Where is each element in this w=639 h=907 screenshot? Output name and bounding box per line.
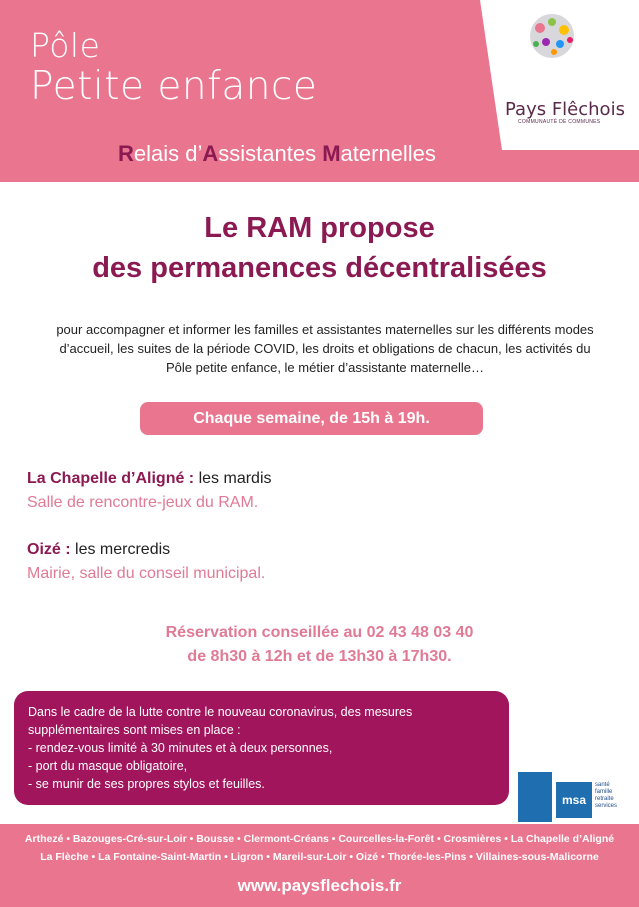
pays-flechois-logo bbox=[480, 0, 639, 150]
schedule-badge: Chaque semaine, de 15h à 19h. bbox=[140, 402, 483, 435]
communes-line-1: Arthezé • Bazouges-Cré-sur-Loir • Bousse • Clermont-Créans • Courcelles-la-Forêt • Crosmières • La Chapelle d’Aligné bbox=[24, 833, 615, 845]
notice-item: - port du masque obligatoire, bbox=[28, 759, 188, 773]
headline-line-2: des permanences décentralisées bbox=[92, 252, 547, 284]
venue-chapelle: Salle de rencontre-jeux du RAM. bbox=[27, 494, 259, 511]
title-line-1: Pôle bbox=[30, 26, 101, 65]
communes-line-2: La Flèche • La Fontaine-Saint-Martin • Ligron • Mareil-sur-Loir • Oizé • Thorée-les-Pins • Villaines-sous-Malicorne bbox=[40, 851, 599, 863]
reservation-line-2: de 8h30 à 12h et de 13h30 à 17h30. bbox=[187, 648, 452, 665]
place-chapelle: La Chapelle d’Aligné : les mardis bbox=[27, 470, 272, 487]
place-oize: Oizé : les mercredis bbox=[27, 541, 171, 558]
headline-line-1: Le RAM propose bbox=[204, 212, 435, 244]
reservation-line-1: Réservation conseillée au 02 43 48 03 40 bbox=[165, 624, 474, 641]
msa-logo: msa bbox=[556, 782, 592, 818]
logo-dots-icon bbox=[530, 14, 574, 58]
notice-intro: Dans le cadre de la lutte contre le nouveau coronavirus, des mesures supplémentaires sont mises en place : bbox=[28, 705, 413, 737]
ram-subtitle: Relais d’Assistantes Maternelles bbox=[118, 141, 436, 166]
notice-item: - se munir de ses propres stylos et feuilles. bbox=[28, 777, 265, 791]
logo-tagline: COMMUNAUTÉ DE COMMUNES bbox=[518, 119, 601, 125]
msa-tagline: santé famille retraite services bbox=[595, 782, 618, 809]
intro-text: pour accompagner et informer les familles et assistantes maternelles sur les différents modes d’accueil, les suites de la période COVID, les droits et obligations de chacun, les activités du Pôle petite enfance, le métier d’assistante maternelle… bbox=[56, 322, 594, 375]
venue-oize: Mairie, salle du conseil municipal. bbox=[27, 565, 266, 582]
covid-notice bbox=[14, 691, 509, 805]
website-link[interactable]: www.paysflechois.fr bbox=[237, 876, 402, 895]
title-line-2: Petite enfance bbox=[30, 64, 318, 109]
logo-name: Pays Flêchois bbox=[505, 99, 625, 120]
notice-item: - rendez-vous limité à 30 minutes et à deux personnes, bbox=[28, 741, 333, 755]
caf-logo bbox=[518, 772, 552, 822]
